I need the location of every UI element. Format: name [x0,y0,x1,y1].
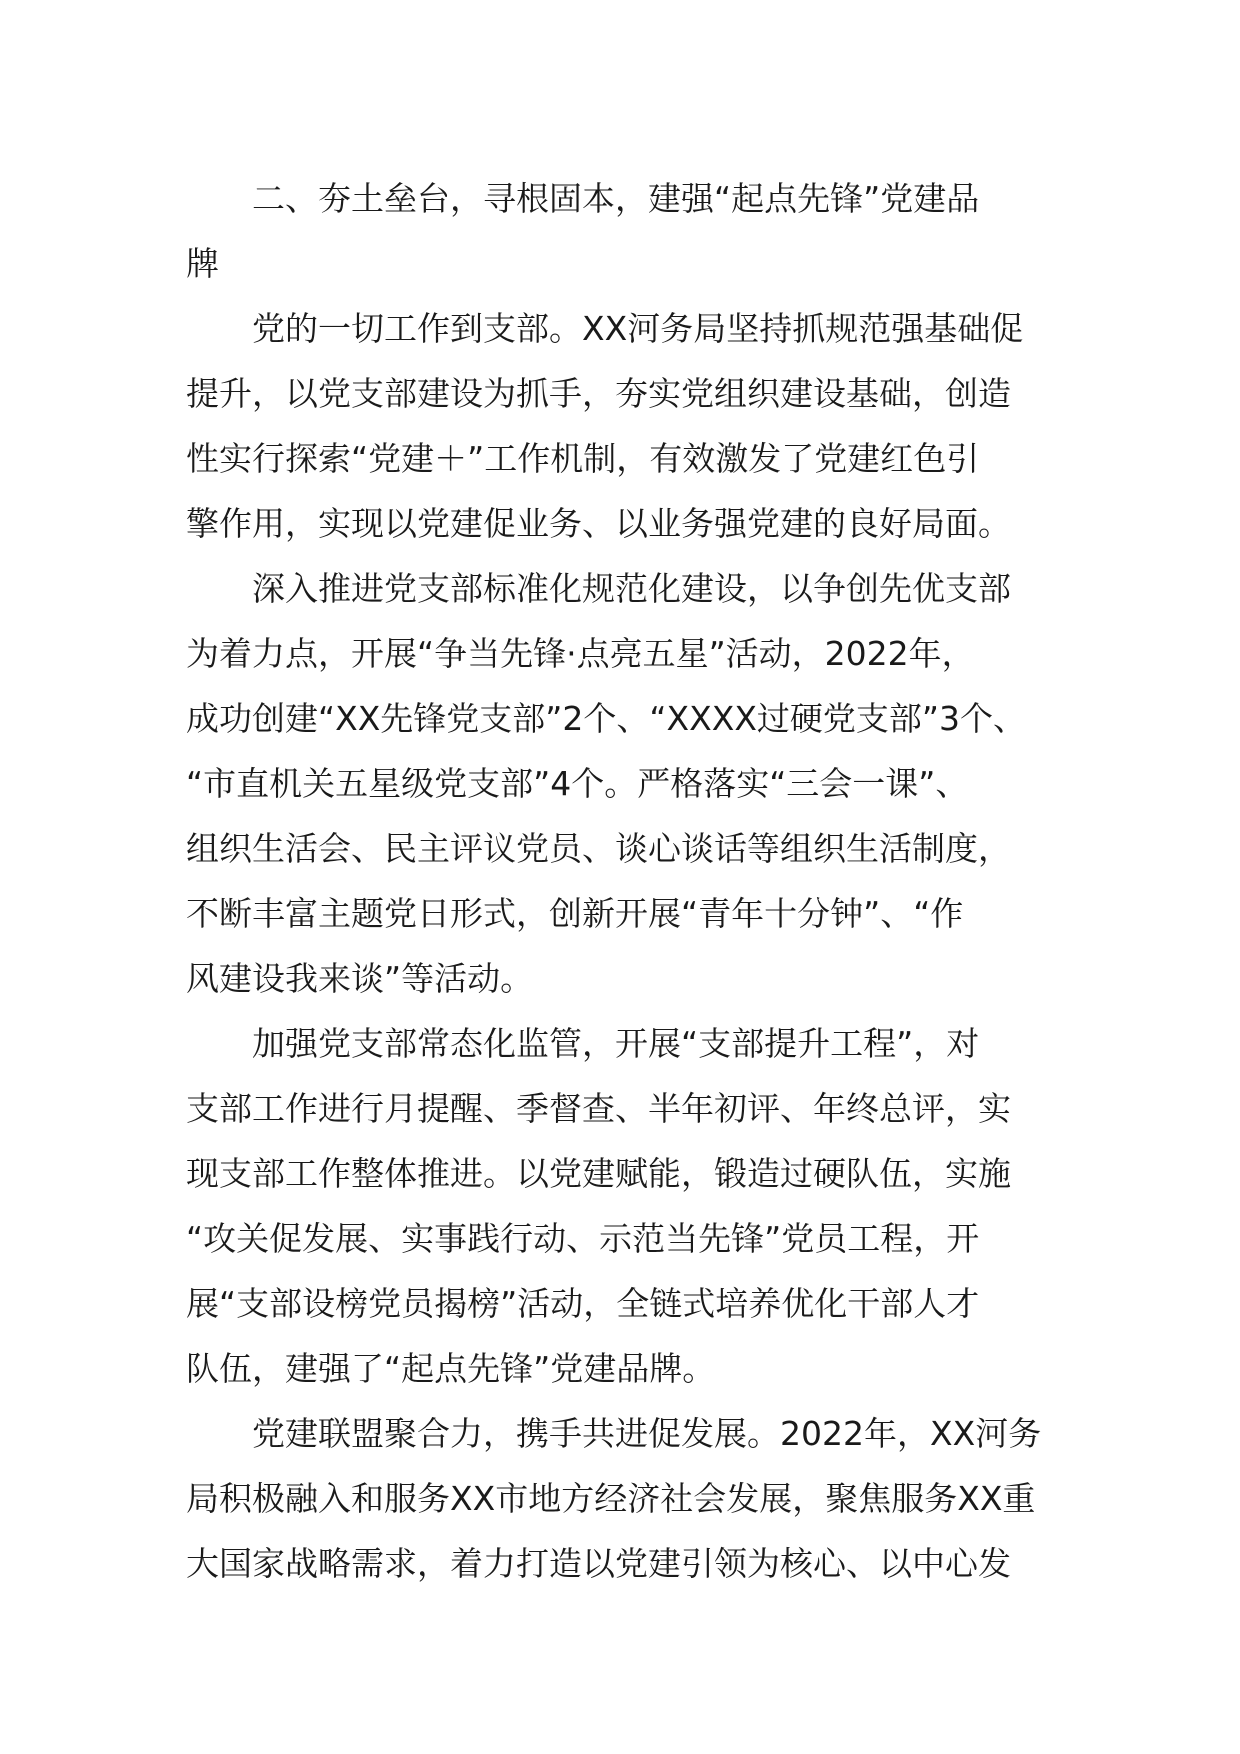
text-line: 队伍，建强了“起点先锋”党建品牌。 [186,1349,716,1388]
text-line: 组织生活会、民主评议党员、谈心谈话等组织生活制度， [186,829,1011,868]
text-line: 成功创建“XX先锋党支部”2个、“XXXX过硬党支部”3个、 [186,699,1027,738]
text-line: 深入推进党支部标准化规范化建设，以争创先优支部 [252,569,1011,608]
text-line: 二、夯土垒台，寻根固本，建强“起点先锋”党建品 [252,179,980,218]
text-line: 大国家战略需求，着力打造以党建引领为核心、以中心发 [186,1544,1011,1583]
text-line: 支部工作进行月提醒、季督查、半年初评、年终总评，实 [186,1089,1011,1128]
document-body [186,166,1056,1596]
text-line: 加强党支部常态化监管，开展“支部提升工程”，对 [252,1024,980,1063]
text-line: 风建设我来谈”等活动。 [186,959,534,998]
text-line: “攻关促发展、实事践行动、示范当先锋”党员工程，开 [186,1219,980,1258]
text-line: 提升，以党支部建设为抓手，夯实党组织建设基础，创造 [186,374,1011,413]
text-line: 局积极融入和服务XX市地方经济社会发展，聚焦服务XX重 [186,1479,1036,1518]
text-line: 展“支部设榜党员揭榜”活动，全链式培养优化干部人才 [186,1284,980,1323]
text-line: 党的一切工作到支部。XX河务局坚持抓规范强基础促 [252,309,1024,348]
text-line: 擎作用，实现以党建促业务、以业务强党建的良好局面。 [186,504,1011,543]
text-line: 不断丰富主题党日形式，创新开展“青年十分钟”、“作 [186,894,964,933]
text-line: 性实行探索“党建＋”工作机制，有效激发了党建红色引 [186,439,980,478]
text-line: 为着力点，开展“争当先锋·点亮五星”活动，2022年， [186,634,975,673]
text-line: 党建联盟聚合力，携手共进促发展。2022年，XX河务 [252,1414,1042,1453]
text-line: 牌 [186,244,219,283]
text-line: “市直机关五星级党支部”4个。严格落实“三会一课”、 [186,764,969,803]
text-line: 现支部工作整体推进。以党建赋能，锻造过硬队伍，实施 [186,1154,1011,1193]
